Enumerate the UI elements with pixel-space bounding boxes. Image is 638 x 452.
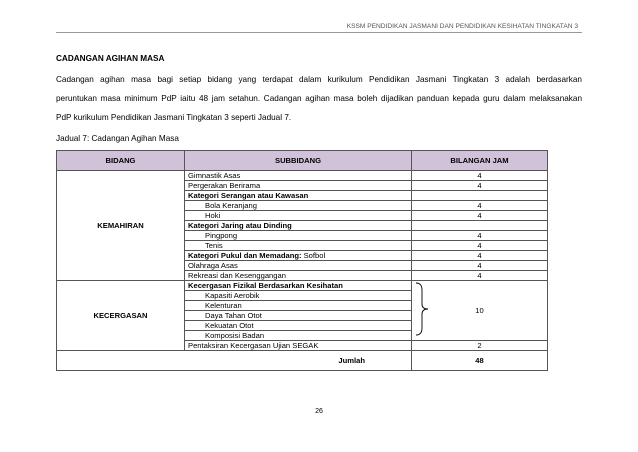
subbidang-cell: Kapasiti Aerobik bbox=[185, 291, 412, 301]
subbidang-cell: Rekreasi dan Kesenggangan bbox=[185, 271, 412, 281]
table-caption: Jadual 7: Cadangan Agihan Masa bbox=[56, 134, 179, 143]
intro-paragraph bbox=[56, 70, 582, 127]
curly-brace-icon bbox=[414, 282, 430, 336]
jam-cell: 4 bbox=[412, 241, 548, 251]
running-header: KSSM PENDIDIKAN JASMANI DAN PENDIDIKAN KESIHATAN TINGKATAN 3 bbox=[346, 23, 578, 30]
jam-cell bbox=[412, 221, 548, 231]
header-subbidang: SUBBIDANG bbox=[185, 151, 412, 171]
subbidang-cell bbox=[185, 251, 412, 261]
subbidang-category: Kategori Serangan atau Kawasan bbox=[185, 191, 412, 201]
jam-cell: 4 bbox=[412, 271, 548, 281]
subbidang-cell: Tenis bbox=[185, 241, 412, 251]
jam-cell: 4 bbox=[412, 211, 548, 221]
total-label: Jumlah bbox=[57, 351, 412, 371]
table-row bbox=[57, 171, 548, 181]
header-divider bbox=[56, 32, 582, 33]
subbidang-cell: Kekuatan Otot bbox=[185, 321, 412, 331]
jam-grouped-value: 10 bbox=[475, 306, 484, 315]
subbidang-cell: Daya Tahan Otot bbox=[185, 311, 412, 321]
subbidang-category: Kecergasan Fizikal Berdasarkan Kesihatan bbox=[185, 281, 412, 291]
time-allocation-table bbox=[56, 150, 548, 371]
bidang-kecergasan: KECERGASAN bbox=[57, 281, 185, 351]
jam-cell: 4 bbox=[412, 251, 548, 261]
section-title: CADANGAN AGIHAN MASA bbox=[56, 54, 165, 63]
subbidang-cell: Kelenturan bbox=[185, 301, 412, 311]
jam-cell bbox=[412, 191, 548, 201]
subbidang-category-label: Kategori Pukul dan Memadang: bbox=[188, 251, 302, 260]
subbidang-cell: Komposisi Badan bbox=[185, 331, 412, 341]
paragraph-line: PdP kurikulum Pendidikan Jasmani Tingkatan 3 seperti Jadual 7. bbox=[56, 113, 292, 122]
subbidang-cell: Gimnastik Asas bbox=[185, 171, 412, 181]
subbidang-cell: Pingpong bbox=[185, 231, 412, 241]
table-total-row bbox=[57, 351, 548, 371]
jam-cell: 4 bbox=[412, 231, 548, 241]
jam-cell: 4 bbox=[412, 171, 548, 181]
jam-cell: 4 bbox=[412, 261, 548, 271]
paragraph-line: peruntukan masa minimum PdP iaitu 48 jam setahun. Cadangan agihan masa boleh dijadikan panduan kepada guru dalam melaksanakan bbox=[56, 94, 582, 103]
jam-cell: 2 bbox=[412, 341, 548, 351]
paragraph-line: Cadangan agihan masa bagi setiap bidang yang terdapat dalam kurikulum Pendidikan Jasmani Tingkatan 3 adalah berdasarkan bbox=[56, 75, 582, 84]
subbidang-cell: Pergerakan Berirama bbox=[185, 181, 412, 191]
table-row bbox=[57, 281, 548, 291]
total-value: 48 bbox=[412, 351, 548, 371]
page-number: 26 bbox=[315, 408, 323, 415]
subbidang-cell: Pentaksiran Kecergasan Ujian SEGAK bbox=[185, 341, 412, 351]
subbidang-cell: Bola Keranjang bbox=[185, 201, 412, 211]
jam-cell: 4 bbox=[412, 201, 548, 211]
bidang-kemahiran: KEMAHIRAN bbox=[57, 171, 185, 281]
subbidang-cell: Olahraga Asas bbox=[185, 261, 412, 271]
subbidang-category-value: Sofbol bbox=[301, 251, 326, 260]
jam-grouped-cell bbox=[412, 281, 548, 341]
subbidang-category: Kategori Jaring atau Dinding bbox=[185, 221, 412, 231]
header-bilangan-jam: BILANGAN JAM bbox=[412, 151, 548, 171]
table-header-row bbox=[57, 151, 548, 171]
subbidang-cell: Hoki bbox=[185, 211, 412, 221]
jam-cell: 4 bbox=[412, 181, 548, 191]
header-bidang: BIDANG bbox=[57, 151, 185, 171]
